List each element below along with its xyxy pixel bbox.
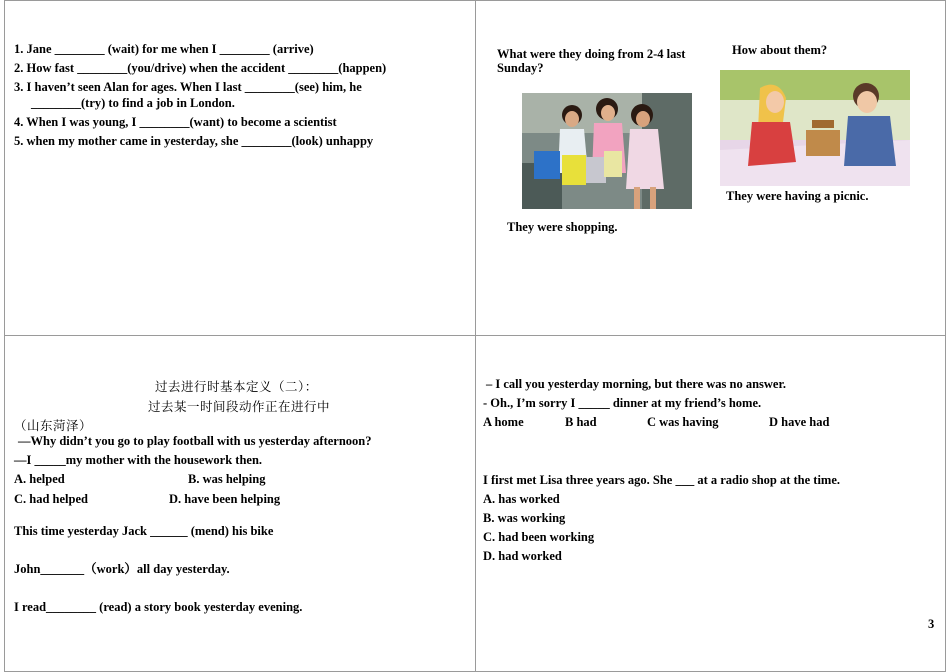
exercise-line-1: 1. Jane ________ (wait) for me when I ________ (arrive)	[14, 42, 314, 56]
exercise-line-4: 4. When I was young, I ________(want) to become a scientist	[14, 115, 337, 129]
question-shopping-line2: Sunday?	[497, 61, 544, 75]
shopping-photo	[522, 93, 692, 209]
exercise-jack: This time yesterday Jack ______ (mend) his bike	[14, 524, 274, 538]
q2-option-b: B. was working	[483, 511, 566, 525]
page-number: 3	[928, 617, 935, 631]
option-b: B. was helping	[188, 472, 266, 486]
definition-title: 过去进行时基本定义（二）：	[155, 379, 318, 394]
exercise-line-3: 3. I haven’t seen Alan for ages. When I last ________(see) him, he	[14, 80, 362, 94]
exercise-line-5: 5. when my mother came in yesterday, she ________(look) unhappy	[14, 134, 374, 148]
exercise-john: John_______（work）all day yesterday.	[14, 562, 230, 576]
question-picnic: How about them?	[732, 43, 828, 57]
picnic-illustration	[720, 70, 910, 186]
dialog2-line2: - Oh., I’m sorry I _____ dinner at my friend’s home.	[483, 396, 762, 410]
dialog-answer: —I _____my mother with the housework then.	[14, 453, 263, 467]
q1-option-d: D have had	[769, 415, 830, 429]
option-a: A. helped	[14, 472, 65, 486]
question-shopping-line1: What were they doing from 2-4 last	[497, 47, 686, 61]
dialog2-line1: – I call you yesterday morning, but there was no answer.	[486, 377, 787, 391]
option-d: D. have been helping	[169, 492, 281, 506]
exercise-line-3-cont: ________(try) to find a job in London.	[31, 96, 235, 110]
q2-stem: I first met Lisa three years ago. She ___ at a radio shop at the time.	[483, 473, 841, 487]
q1-option-a: A home	[483, 415, 524, 429]
exercise-line-2: 2. How fast ________(you/drive) when the accident ________(happen)	[14, 61, 387, 75]
option-c: C. had helped	[14, 492, 88, 506]
q2-option-a: A. has worked	[483, 492, 560, 506]
exercise-read: I read________ (read) a story book yesterday evening.	[14, 600, 303, 614]
dialog-question: —Why didn’t you go to play football with us yesterday afternoon?	[18, 434, 372, 448]
q2-option-d: D. had worked	[483, 549, 562, 563]
answer-shopping: They were shopping.	[507, 220, 618, 234]
q1-option-b: B had	[565, 415, 597, 429]
source-label: （山东菏泽）	[14, 418, 93, 433]
q2-option-c: C. had been working	[483, 530, 595, 544]
q1-option-c: C was having	[647, 415, 719, 429]
answer-picnic: They were having a picnic.	[726, 189, 869, 203]
definition-subtitle: 过去某一时间段动作正在进行中	[148, 399, 331, 414]
